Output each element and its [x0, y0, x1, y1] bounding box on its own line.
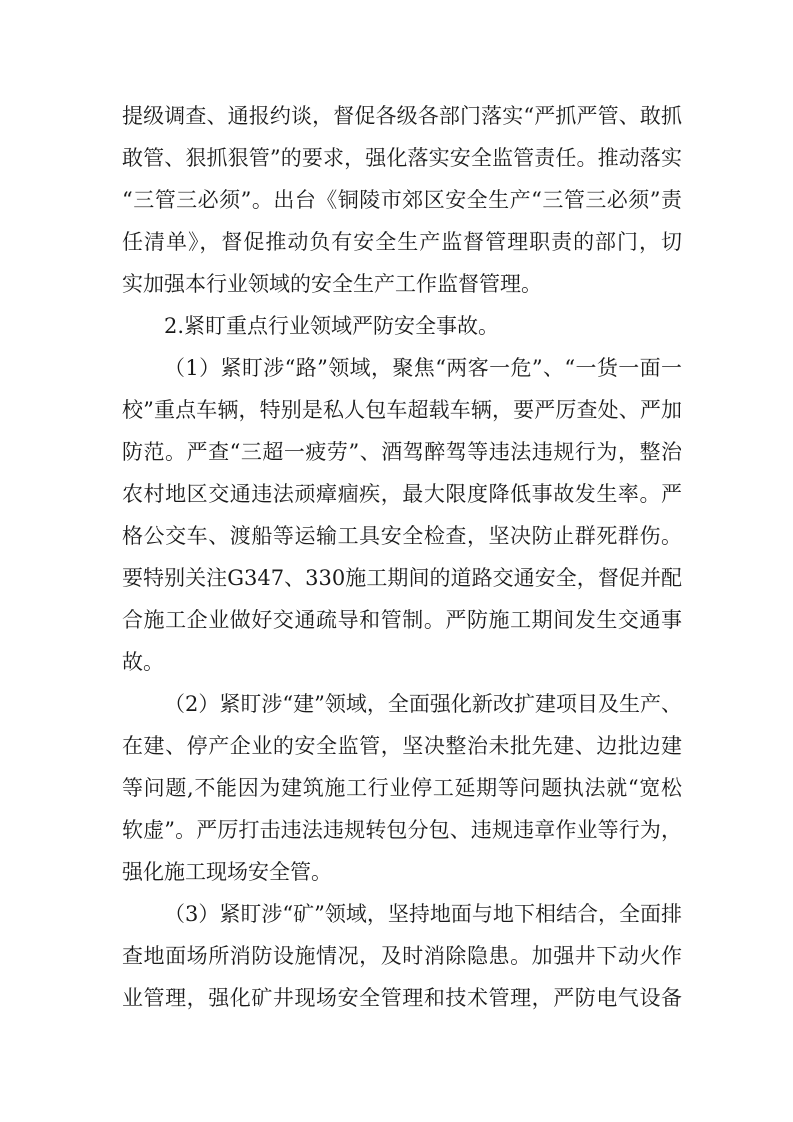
- paragraph-line: 软虚”。严厉打击违法违规转包分包、违规违章作业等行为，: [122, 818, 682, 842]
- paragraph-line: 校”重点车辆，特别是私人包车超载车辆，要严厉查处、严加: [122, 398, 682, 422]
- section-heading: 2.紧盯重点行业领域严防安全事故。: [164, 314, 500, 338]
- paragraph-line: 故。: [122, 650, 164, 674]
- paragraph-line: 业管理，强化矿井现场安全管理和技术管理，严防电气设备: [122, 986, 682, 1010]
- paragraph-line: 查地面场所消防设施情况，及时消除隐患。加强井下动火作: [122, 944, 682, 968]
- paragraph-line: 任清单》，督促推动负有安全生产监督管理职责的部门，切: [122, 230, 682, 254]
- paragraph-line: “三管三必须”。出台《铜陵市郊区安全生产“三管三必须”责: [122, 188, 682, 212]
- paragraph-line: 要特别关注G347、330施工期间的道路交通安全，督促并配: [122, 566, 682, 590]
- paragraph-line: （1）紧盯涉“路”领域，聚焦“两客一危”、“一货一面一: [164, 356, 682, 380]
- paragraph-line: 等问题,不能因为建筑施工行业停工延期等问题执法就“宽松: [122, 776, 682, 800]
- paragraph-line: 合施工企业做好交通疏导和管制。严防施工期间发生交通事: [122, 608, 682, 632]
- paragraph-line: （2）紧盯涉“建”领域，全面强化新改扩建项目及生产、: [164, 692, 682, 716]
- paragraph-line: 敢管、狠抓狠管”的要求，强化落实安全监管责任。推动落实: [122, 146, 682, 170]
- paragraph-line: 防范。严查“三超一疲劳”、酒驾醉驾等违法违规行为，整治: [122, 440, 682, 464]
- paragraph-line: 提级调查、通报约谈，督促各级各部门落实“严抓严管、敢抓: [122, 104, 682, 128]
- paragraph-line: 在建、停产企业的安全监管，坚决整治未批先建、边批边建: [122, 734, 682, 758]
- paragraph-line: 实加强本行业领域的安全生产工作监督管理。: [122, 272, 542, 296]
- paragraph-line: 农村地区交通违法顽瘴痼疾，最大限度降低事故发生率。严: [122, 482, 682, 506]
- paragraph-line: 格公交车、渡船等运输工具安全检查，坚决防止群死群伤。: [122, 524, 682, 548]
- paragraph-line: 强化施工现场安全管。: [122, 860, 332, 884]
- paragraph-line: （3）紧盯涉“矿”领域，坚持地面与地下相结合，全面排: [164, 902, 682, 926]
